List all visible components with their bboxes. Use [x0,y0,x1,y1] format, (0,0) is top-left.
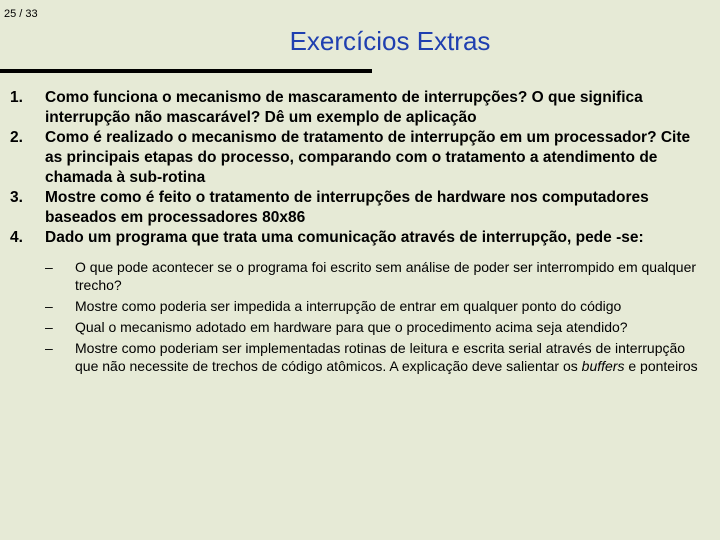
question-text: Dado um programa que trata uma comunicação através de interrupção, pede -se: [45,229,644,246]
question-number: 2. [10,129,23,146]
question-number: 3. [10,189,23,206]
question-item [10,88,700,128]
question-text: Como é realizado o mecanismo de tratamento de interrupção em um processador? Cite as principais etapas do processo, comparando com o tratamento a atendimento de chamada à sub-rotina [45,129,691,186]
slide-number: 25 / 33 [4,8,38,20]
sub-question-text-part: e ponteiros [624,358,698,374]
question-text: Como funciona o mecanismo de mascaramento de interrupções? O que significa interrupção não mascarável? Dê um exemplo de aplicação [45,89,643,126]
sub-question-text-part: Mostre como poderiam ser implementadas rotinas de leitura e escrita serial através de interrupção que não necessite de trechos de código atômicos. A explicação deve salientar os [75,340,686,374]
slide-title: Exercícios Extras [289,26,491,56]
emphasized-term: buffers [581,358,625,374]
question-text: Mostre como é feito o tratamento de interrupções de hardware nos computadores baseados em processadores 80x86 [45,189,649,226]
sub-question-item [45,339,700,375]
dash-bullet: – [45,340,53,356]
question-item [10,228,700,375]
question-item [10,128,700,188]
sub-question-text: O que pode acontecer se o programa foi escrito sem análise de poder ser interrompido em qualquer trecho? [75,259,697,293]
sub-question-list [45,258,700,375]
sub-question-item [45,297,700,315]
dash-bullet: – [45,259,53,275]
sub-question-text: Mostre como poderia ser impedida a interrupção de entrar em qualquer ponto do código [75,298,622,314]
sub-question-text [75,340,698,374]
question-list [10,88,700,378]
dash-bullet: – [45,319,53,335]
question-item [10,188,700,228]
title-underline [0,69,372,73]
sub-question-item [45,258,700,294]
question-number: 4. [10,229,23,246]
dash-bullet: – [45,298,53,314]
sub-question-item [45,318,700,336]
sub-question-text: Qual o mecanismo adotado em hardware para que o procedimento acima seja atendido? [75,319,628,335]
question-number: 1. [10,89,23,106]
